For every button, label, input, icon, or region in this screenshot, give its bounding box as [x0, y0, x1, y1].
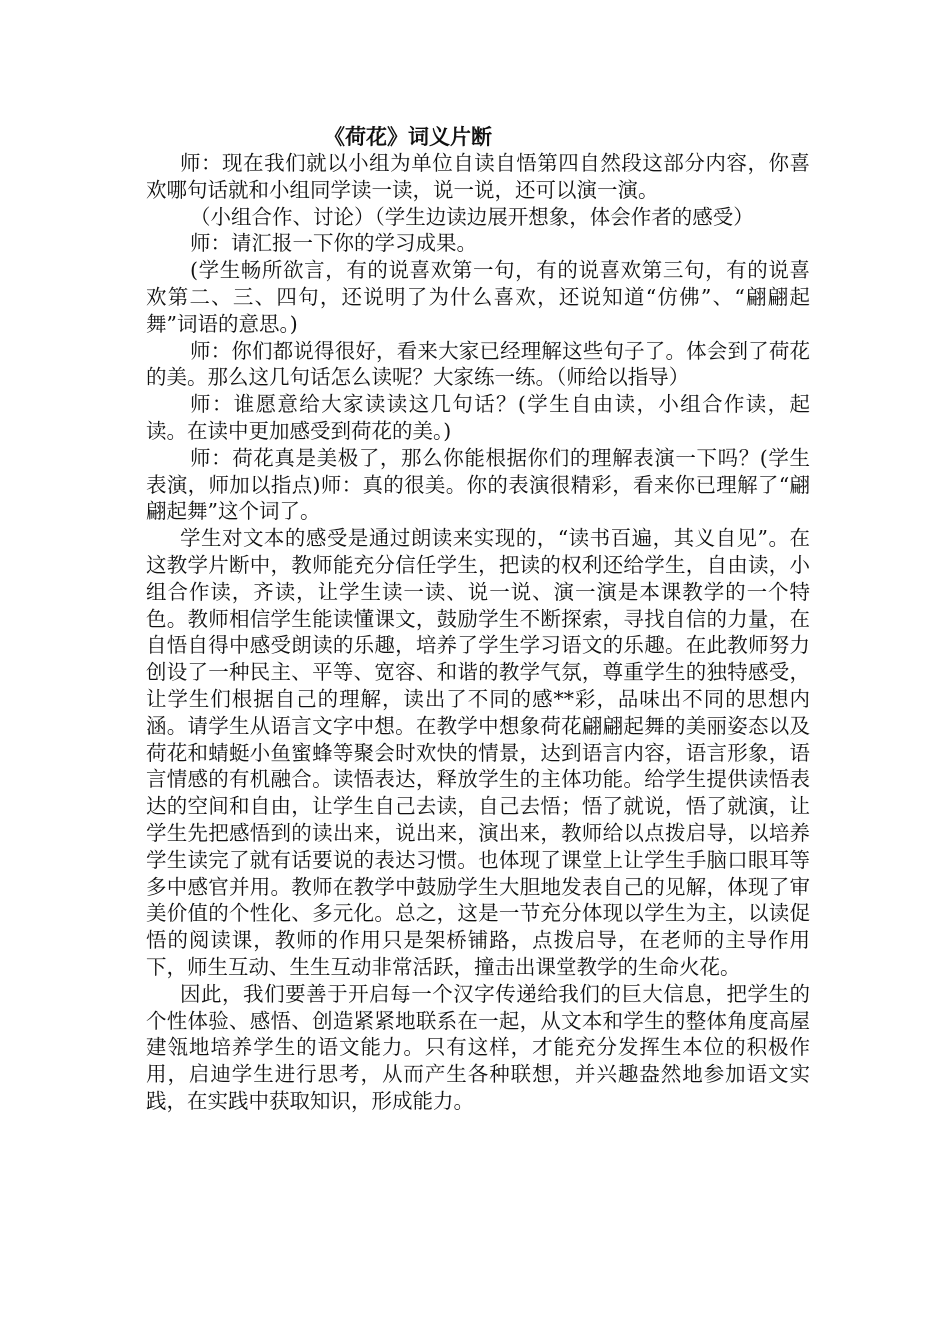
- paragraph-teacher-report: 师：请汇报一下你的学习成果。: [190, 231, 477, 256]
- paragraph-student-responses: (学生畅所欲言，有的说喜欢第一句，有的说喜欢第三句，有的说喜欢第二、三、四句，还说明了为什么喜欢，还说知道“仿佛”、“翩翩起舞”词语的意思。): [146, 258, 810, 336]
- paragraph-teacher-intro: 师：现在我们就以小组为单位自读自悟第四自然段这部分内容，你喜欢哪句话就和小组同学读一读，说一说，还可以演一演。: [146, 151, 810, 202]
- paragraph-teacher-praise: 师：你们都说得很好，看来大家已经理解这些句子了。体会到了荷花的美。那么这几句话怎么读呢？大家练一练。（师给以指导）: [146, 338, 810, 390]
- paragraph-teacher-performance: 师：荷花真是美极了，那么你能根据你们的理解表演一下吗？(学生表演，师加以指点)师：真的很美。你的表演很精彩，看来你已理解了“翩翩起舞”这个词了。: [146, 445, 810, 524]
- paragraph-group-discussion: （小组合作、讨论）（学生边读边展开想象，体会作者的感受）: [190, 204, 754, 229]
- document-title: 《荷花》词义片断: [324, 124, 492, 149]
- document-body: [146, 124, 810, 1115]
- paragraph-teacher-reading: 师：谁愿意给大家读读这几句话？(学生自由读，小组合作读，起读。在读中更加感受到荷花的美。): [146, 392, 810, 443]
- paragraph-conclusion: 因此，我们要善于开启每一个汉字传递给我们的巨大信息，把学生的个性体验、感悟、创造紧紧地联系在一起，从文本和学生的整体角度高屋建瓴地培养学生的语文能力。只有这样，才能充分发挥生本位的积极作用，启迪学生进行思考，从而产生各种联想，并兴趣盎然地参加语文实践，在实践中获取知识，形成能力。: [146, 981, 810, 1113]
- paragraph-reflection: 学生对文本的感受是通过朗读来实现的，“读书百遍，其义自见”。在这教学片断中，教师能充分信任学生，把读的权利还给学生，自由读，小组合作读，齐读，让学生读一读、说一说、演一演是本课教学的一个特色。教师相信学生能读懂课文，鼓励学生不断探索，寻找自信的力量，在自悟自得中感受朗读的乐趣，培养了学生学习语文的乐趣。在此教师努力创设了一种民主、平等、宽容、和谐的教学气氛，尊重学生的独特感受，让学生们根据自己的理解，读出了不同的感**彩，品味出不同的思想内涵。请学生从语言文字中想。在教学中想象荷花翩翩起舞的美丽姿态以及荷花和蜻蜓小鱼蜜蜂等聚会时欢快的情景，达到语言内容，语言形象，语言情感的有机融合。读悟表达，释放学生的主体功能。给学生提供读悟表达的空间和自由，让学生自己去读，自己去悟；悟了就说，悟了就演，让学生先把感悟到的读出来，说出来，演出来，教师给以点拨启导，以培养学生读完了就有话要说的表达习惯。也体现了课堂上让学生手脑口眼耳等多中感官并用。教师在教学中鼓励学生大胆地发表自己的见解，体现了审美价值的个性化、多元化。总之，这是一节充分体现以学生为主，以读促悟的阅读课，教师的作用只是架桥铺路，点拨启导，在老师的主导作用下，师生互动、生生互动非常活跃，撞击出课堂教学的生命火花。: [146, 526, 810, 979]
